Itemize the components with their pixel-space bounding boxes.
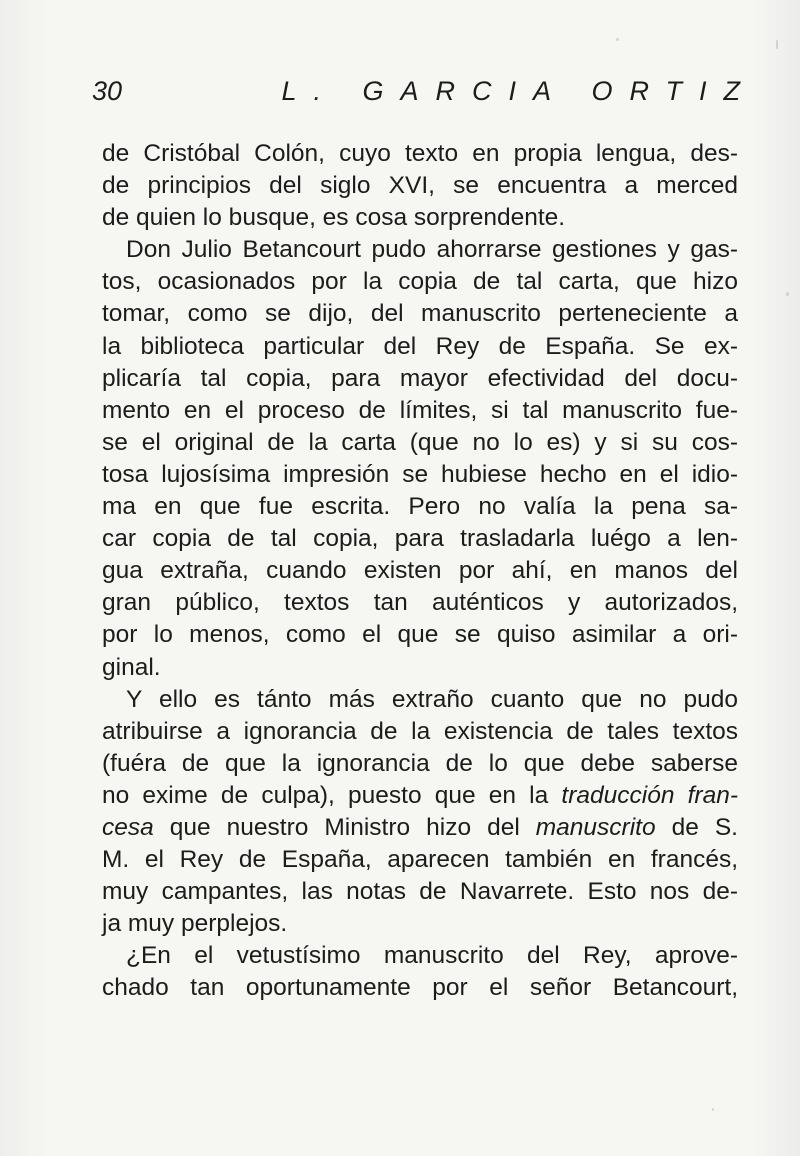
text-line: car copia de tal copia, para trasladarla luégo a len- [102,525,738,553]
text-line: de principios del siglo XVI, se encuentra a merced [102,172,738,200]
text-run: de S. [655,813,738,841]
paper-speck [786,292,789,296]
text-line: (fuéra de que la ignorancia de lo que debe saberse [102,749,738,777]
text-line: tosa lujosísima impresión se hubiese hecho en el idio- [102,460,738,488]
text-line: atribuirse a ignorancia de la existencia de tales textos [102,717,738,745]
body-text [102,138,738,1005]
text-line: mento en el proceso de límites, si tal manuscrito fue- [102,396,738,424]
paragraph-start-line: Don Julio Betancourt pudo ahorrarse gestiones y gas- [126,236,738,264]
text-line: ginal. [102,653,161,681]
running-head [92,76,757,116]
paragraph-start-line: ¿En el vetustísimo manuscrito del Rey, aprove- [126,942,738,970]
text-line [102,780,738,812]
text-run: no exime de culpa), puesto que en la [102,781,562,809]
paragraph-start-line: Y ello es tánto más extraño cuanto que no pudo [126,685,738,713]
text-line: de quien lo busque, es cosa sorprendente. [102,204,566,232]
italic-title-run: cesa [102,813,154,841]
text-line: gua extraña, cuando existen por ahí, en manos del [102,557,738,585]
text-line [102,812,738,844]
text-line: ma en que fue escrita. Pero no valía la pena sa- [102,493,738,521]
text-line: ja muy perplejos. [102,910,288,938]
text-line: gran público, textos tan auténticos y autorizados, [102,589,738,617]
italic-title-run: traducción fran- [561,781,738,809]
paper-speck [712,1108,714,1111]
text-run: que nuestro Ministro hizo del [153,813,536,841]
text-line: chado tan oportunamente por el señor Betancourt, [102,974,738,1002]
text-line: se el original de la carta (que no lo es) y si su cos- [102,428,738,456]
text-line: la biblioteca particular del Rey de España. Se ex- [102,332,738,360]
text-line: tos, ocasionados por la copia de tal carta, que hizo [102,268,738,296]
text-line: plicaría tal copia, para mayor efectividad del docu- [102,364,738,392]
page-number: 30 [92,76,123,106]
paper-speck [776,40,778,49]
running-head-title: L. GARCIA ORTIZ [281,76,757,106]
text-line: muy campantes, las notas de Navarrete. Esto nos de- [102,878,738,906]
paper-speck [616,38,619,41]
text-line: de Cristóbal Colón, cuyo texto en propia lengua, des- [102,140,738,167]
text-line: tomar, como se dijo, del manuscrito perteneciente a [102,300,738,328]
text-line: M. el Rey de España, aparecen también en francés, [102,846,738,874]
text-line: por lo menos, como el que se quiso asimilar a ori- [102,621,738,649]
italic-title-run: manuscrito [535,813,656,841]
